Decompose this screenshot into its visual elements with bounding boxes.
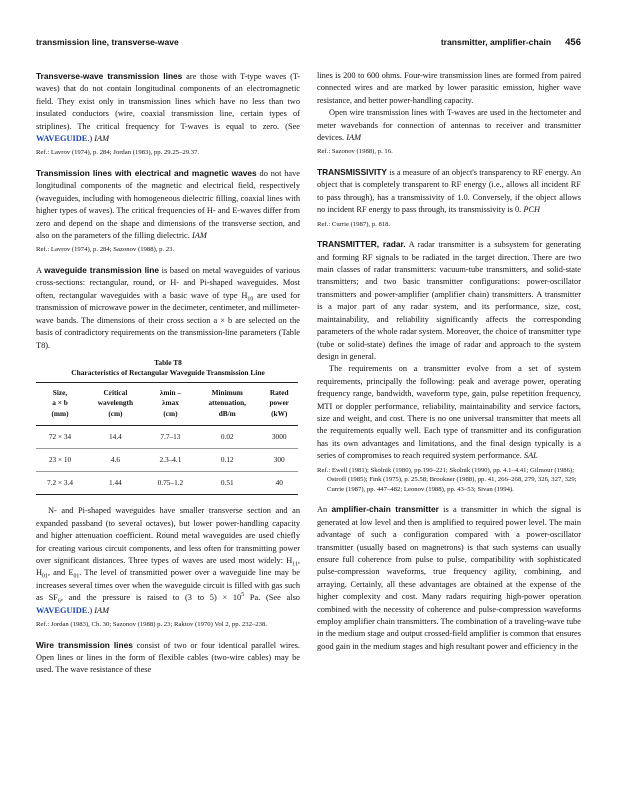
table-header-cell	[36, 382, 84, 426]
paragraph-shaped-waveguides	[36, 505, 300, 617]
table-header-cell	[194, 382, 260, 426]
table-cell: 14.4	[84, 426, 147, 449]
header-line: λmin –	[159, 387, 182, 397]
table-cell: 40	[260, 472, 298, 495]
paragraph-electrical-magnetic	[36, 167, 300, 242]
header-line: (kW)	[271, 408, 288, 418]
term-waveguide-line: waveguide transmission line	[44, 265, 159, 276]
term-wire-lines: Wire transmission lines	[36, 639, 133, 650]
text: is a transmitter in which the signal is generated at low level and then is amplified to required power level. The main advantage of such a configuration compared with a power-oscillator transmitter (usually based on magnetrons) is that such systems can usually ensure full coherence from pulse to pulse, compatibility with sophisticated pulse-compression waveforms, true frequency agility, combining, and arraying. Certainly, all these advantages are obtained at the expense of the higher complexity and cost. Many radars requiring high-power operation combined with the necessity of coherence and pulse-compression waveforms employ amplifier chain transmitters. The combination of a traveling-wave tube in the medium stage and output crossed-field amplifier is common that ensures good gain in the medium stages and high resultant power and efficiency in the	[317, 505, 581, 651]
paragraph-amplifier-chain	[317, 503, 581, 653]
table-cell: 0.02	[194, 426, 260, 449]
paragraph-wire-lines	[36, 639, 300, 677]
header-line: Rated	[269, 387, 289, 397]
text: , and E	[47, 568, 74, 578]
reference: Ref.: Lavrov (1974), p. 284; Jordan (1983), pp. 29.25–29.37.	[36, 149, 200, 157]
reference: Ref.: Currie (1987), p. 818.	[317, 220, 391, 228]
text: An	[317, 505, 332, 515]
header-line: Minimum	[211, 387, 243, 397]
table-row	[36, 472, 298, 495]
table-cell: 0.51	[194, 472, 260, 495]
header-line: Size,	[52, 387, 68, 397]
term-electrical-magnetic: Transmission lines with electrical and magnetic waves	[36, 168, 257, 179]
header-line: (mm)	[51, 408, 69, 418]
table-cell: 2.3–4.1	[147, 449, 194, 472]
header-right-group	[441, 37, 581, 48]
table-header-row	[36, 382, 298, 426]
link-waveguide[interactable]: WAVEGUIDE	[36, 605, 88, 615]
author-initials: IAM	[191, 231, 207, 241]
reference: Ref.: Ewell (1981); Skolnik (1980), pp.190–221; Skolnik (1990), pp. 4.1–4.41; Gilmour (1986); Ostroff (1985); Fink (1975), p. 25.58; Brookner (1988), pp. 41, 266–268, 279, 326, 327, 329; Currie (1987), pp. 447–482; Leonov (1988), pp. 43–53; Sivan (1994).	[317, 466, 577, 493]
header-line: (cm)	[163, 408, 178, 418]
reference: Ref.: Sazonov (1988), p. 16.	[317, 148, 393, 156]
table-cell: 4.6	[84, 449, 147, 472]
header-line: (cm)	[108, 408, 123, 418]
paragraph-waveguide-line	[36, 264, 300, 352]
subscript: 10	[247, 296, 254, 303]
text: is based on metal waveguides of various cross-sections: rectangular, round, or H- and Pi-shaped waveguides. Most often, rectangular waveguides with a basic wave of type H	[36, 266, 300, 300]
table-cell: 7.7–13	[147, 426, 194, 449]
paragraph-transverse-wave	[36, 70, 300, 145]
text: , and the pressure is raised to (3 to 5) × 10	[60, 593, 242, 603]
header-left: transmission line, transverse-wave	[36, 37, 179, 47]
text: are those with T-type waves (T-waves) that do not contain longitudinal components of an electromagnetic field. They exist only in transmission lines which have no less than two insulated conductors (wire, coaxial transmission line, certain types of striplines). The critical frequency for T-waves is equal to zero. (See	[36, 72, 300, 131]
text: are used for transmission of microwave power in the decimeter, centimeter, and millimeter-wave bands. The dimensions of their cross section a × b are selected on the basis of contradictory requirements on the transmission-line parameters (Table T8).	[36, 290, 301, 350]
table-caption	[44, 358, 292, 378]
text: , H	[36, 556, 300, 578]
header-line: a × b	[52, 398, 68, 408]
header-line: attenuation,	[208, 398, 246, 408]
subscript: 11	[292, 561, 298, 568]
table-row	[36, 426, 298, 449]
table-cell: 3000	[260, 426, 298, 449]
waveguide-table	[36, 382, 298, 496]
text: is a measure of an object's transparency to RF energy. An object that is completely transparent to RF energy (i.e., allows all incident RF to pass through), has a transmissivity of 1.0. Conversely, if the object allows no incident RF energy to pass through, its transmissivity is 0.	[317, 168, 581, 215]
header-line: power	[269, 398, 289, 408]
author-initials: SAL	[523, 451, 538, 461]
text: . The level of transmitted power over a waveguide line may be increases several times over when the waveguide circuit is filled with gas such as SF	[36, 568, 300, 603]
table-label: Table T8	[154, 357, 182, 367]
table-body	[36, 426, 298, 495]
text: consist of two or four identical parallel wires. Open lines or lines in the form of flexible cables (two-wire cables) may be used. The wave resistance of these	[36, 640, 300, 675]
header-line: dB/m	[218, 408, 236, 418]
text: A	[36, 266, 45, 276]
table-header-cell	[84, 382, 147, 426]
right-column	[317, 70, 581, 653]
table-title: Characteristics of Rectangular Waveguide Transmission Line	[71, 367, 265, 377]
author-initials: IAM	[94, 605, 110, 615]
table-cell: 23 × 10	[36, 449, 84, 472]
text: do not have longitudinal components of the magnetic and electrical field, respectively (waveguides, including with homogeneous dielectric filling, coaxial lines with higher types of waves). The critical frequencies of H- and E-waves differ from zero and depend on the shape and dimensions of the transverse section, and also on the parameters of the filling dielectric.	[36, 169, 300, 241]
text: A radar transmitter is a subsystem for generating and forming RF signals to be radiated in the target direction. There are two main classes of radar transmitters: vacuum-tube transmitters, and solid-state transmitters; and two basic transmitter configurations: power-oscillator transmitters and power-amplifier (amplifier chain) transmitters. A transmitter is a major part of any radar system, and its performance, size, cost, maintainability, and reliability significantly affects the corresponding parameters of the whole radar system. Moreover, the choice of transmitter type (tube or solid-state) defines the image of radar and approach to the system design in general.	[317, 240, 581, 361]
table-cell: 0.12	[194, 449, 260, 472]
text: Open wire transmission lines with T-waves are used in the hectometer and meter wavebands for connection of antennas to receiver and transmitter devices.	[317, 108, 581, 143]
author-initials: PCH	[523, 205, 541, 215]
reference: Ref.: Jordan (1983), Ch. 30; Sazonov (1988) p. 23; Raktov (1970) Vol 2, pp. 232–238.	[36, 621, 268, 629]
left-column	[36, 70, 300, 677]
paragraph-transmissivity	[317, 166, 581, 217]
paragraph-continued: lines is 200 to 600 ohms. Four-wire transmission lines are formed from paired connected wires and are marked by lower parasitic emission, higher wave resistance, and better power-handling capacity.	[317, 71, 581, 105]
subscript: 01	[42, 574, 48, 581]
header-right: transmitter, amplifier-chain	[440, 37, 552, 47]
reference: Ref.: Lavrov (1974), p. 284; Sazonov (1988), p. 23.	[36, 246, 175, 254]
text: .)	[87, 134, 95, 144]
subscript: 01	[73, 574, 80, 581]
term-transmissivity: TRANSMISSIVITY	[317, 167, 388, 178]
paragraph-transmitter-radar	[317, 238, 581, 363]
subscript: 6	[57, 598, 61, 605]
table-cell: 1.44	[84, 472, 147, 495]
header-line: wavelength	[97, 398, 134, 408]
table-cell: 300	[260, 449, 298, 472]
table-header-cell	[147, 382, 194, 426]
text: N- and Pi-shaped waveguides have smaller transverse section and an expanded passband (to several octaves), but lower power-handling capacity and higher attenuation coefficient. Round metal waveguides are used chiefly for creating various circuit components, and less often for transmitting power over significant distances. Three types of waves are used most widely: H	[36, 506, 300, 566]
superscript: 5	[241, 592, 245, 599]
author-initials: IAM	[346, 133, 362, 143]
term-amplifier-chain: amplifier-chain transmitter	[331, 504, 439, 515]
table-cell: 72 × 34	[36, 426, 84, 449]
paragraph-requirements	[317, 363, 581, 462]
term-transmitter-radar: TRANSMITTER, radar.	[317, 239, 406, 250]
table-row	[36, 449, 298, 472]
table-header-cell	[260, 382, 298, 426]
text: The requirements on a transmitter evolve from a set of system requirements, principally the following: peak and average power, operating frequency range, bandwidth, waveform type, gain, pulse repetition frequency, MTI or doppler performance, reliability, maintainability and service factors, size and weight, and cost. There is no one universal transmitter that meets all the requirements equally well. Each type of transmitter and its configuration has its own advantages and limitations, and the final design typically is a series of compromises to reach required system performance.	[317, 364, 581, 461]
header-line: λmax	[161, 398, 179, 408]
table-cell: 0.75–1.2	[147, 472, 194, 495]
table-cell: 7.2 × 3.4	[36, 472, 84, 495]
text: Pa. (See also	[244, 593, 300, 603]
author-initials: IAM	[94, 134, 110, 144]
page-number: 456	[565, 37, 581, 48]
link-waveguide[interactable]: WAVEGUIDE	[36, 134, 88, 144]
text: .)	[87, 605, 95, 615]
paragraph-open-wire	[317, 107, 581, 144]
header-line: Critical	[103, 387, 128, 397]
term-transverse-wave: Transverse-wave transmission lines	[36, 71, 183, 81]
